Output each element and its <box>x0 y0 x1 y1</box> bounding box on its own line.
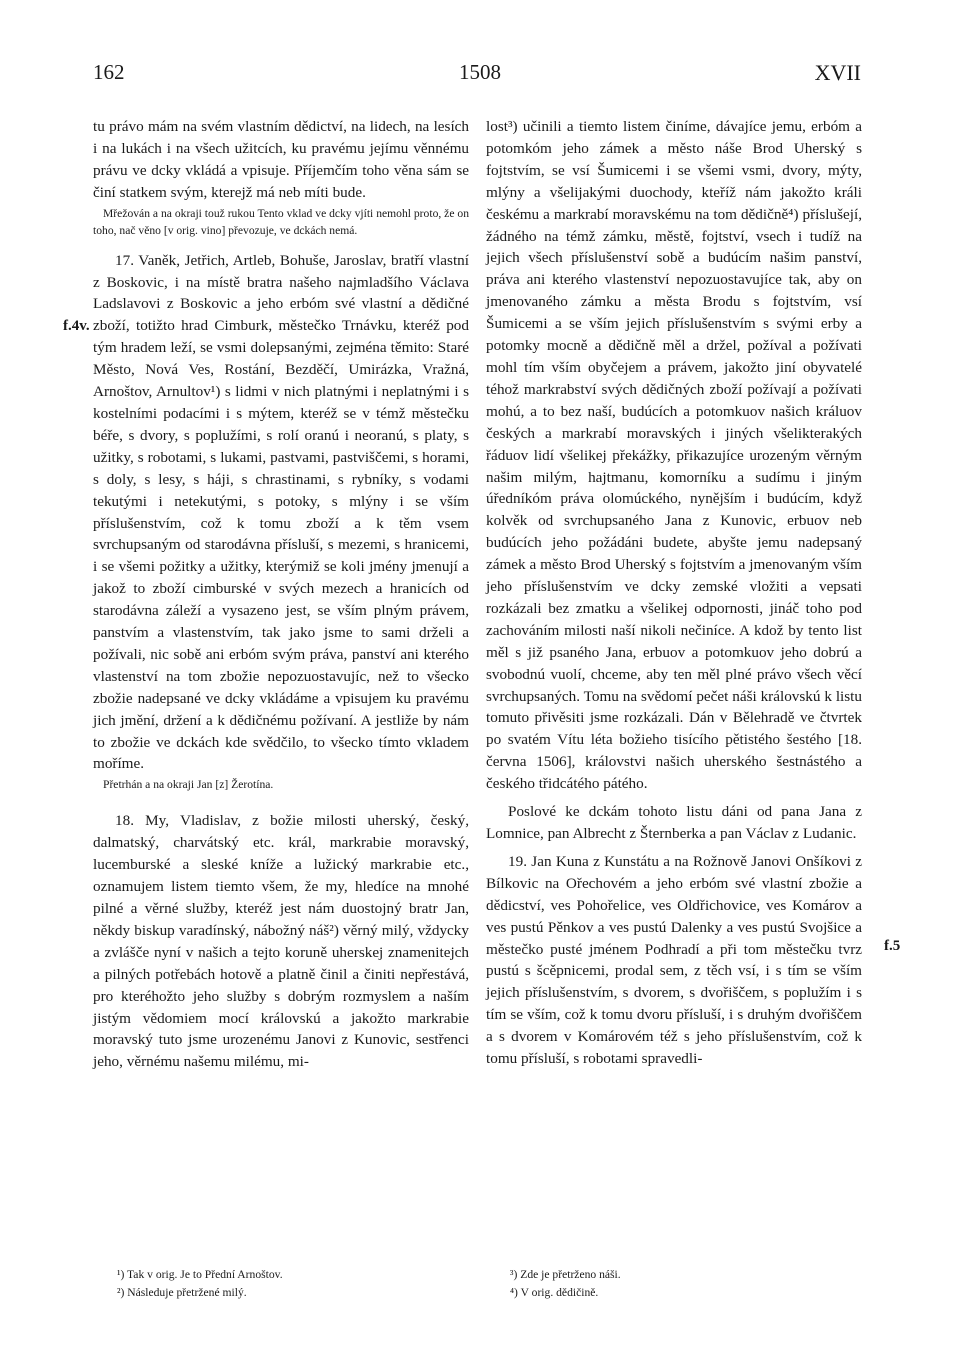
paragraph-continuation: tu právo mám na svém vlastním dědictví, na lidech, na lesích i na lukách i na všech užitcích, ku pravému jejímu věnnému právu ve dcky vkládá a vpisuje. Příjemčím toho věna sám se činí statkem svým, kterejž má neb míti bude. <box>93 118 469 201</box>
left-column <box>93 116 469 1073</box>
editorial-note: Mřežován a na okraji touž rukou Tento vklad ve dcky vjíti nemohl proto, že on toho, nač věno [v orig. vino] převozuje, ve dckách nemá. <box>93 206 469 237</box>
right-column <box>486 116 862 1070</box>
folio-margin-note-left: f.4v. <box>63 318 90 334</box>
page-number: 162 <box>93 60 125 84</box>
paragraph-continuation: lost³) učinili a tiemto listem činíme, dávajíce jemu, erbóm a potomkóm jeho zámek a město náše Brod Uherský s fojtstvím, se vsí Šumicemi i se všemi vsmi, dvory, mýty, mlýny a všelijakými duochody, kteříž nám jakožto králi českému a markrabí moravskému na tom dědičně⁴) příslušejí, žádného na témž zámku, městě, fojtství, vsech i tudíž na jejich všech příslušenství sobě a budúcím našim panství, práva ani kterého vlastenství nepozuostavujíce tak, aby on jmenovaného zámku a města Brodu s fojtstvím, vsí Šumicemi a se vším jejich příslušenstvím s svými erby a potomky mocně a dědičně měl a držel, požíval a požívati mohl tím vším obyčejem a právem, jakožto jiní obyvatelé téhož markrabství svých dědičných zboží požívají a požívati mohú, a to bez naší, budúcích a potomkuov našich králuov českých a markrabí moravských i jiných všelikterakých řáduov lidí všelikej překážky, přikazujíce urozeným věrným našim milým, hajtmanu, komorníku a sudímu i jiným úředníkóm práva olomúckého, nynějším i budúcím, když kolvěk od svrchupsaného Jana z Kunovic, erbuov neb budúcích jeho požádáni budete, abyšte jemu nadepsaný zámek a město Brod Uherský s fojtstvím a jmenovaným vším jeho příslušenstvím ve dcky zemské vložiti a vepsati rozkázali bez zmatku a všelikej odpornosti, jináč toho pod zachováním milosti naší nikoli nečiníce. A kdož by tento list měl s již psaného Jana, erbuov a potomkuov jeho dobrú a svobodnú vuolí, chceme, aby ten měl plné právo všech věcí svrchupsaných. Tomu na svědomí pečet náši královskú k listu tomuto přivěsiti jsme rozkázali. Dán v Bělehradě ve čtvrtek po svatém Vítu léta božieho tisícího pětistého šestého [18. června 1506], královstvi našich uherského šestnástého a českého třidcátého pátého. <box>486 118 862 793</box>
footnote-2: ²) Následuje přetržené milý. <box>117 1286 247 1299</box>
footnote-4: ⁴) V orig. dědičině. <box>510 1286 599 1299</box>
entry-18: 18. My, Vladislav, z božie milosti uherský, český, dalmatský, charvátský etc. král, markrabie moravský, lucemburské a sleské kníže a lužický markrabie etc., oznamujem listem tiemto všem, že my, hledíce na mnohé pilné a věrné služby, kteréž jest nám duostojný bratr Jan, někdy biskup varadínský, nábožný náš²) věrný milý, vždycky a zvlášče nyní v našich a tejto koruně uherskej znamenitejch a pilných potřebách hotově a platně činil a činiti nepřestává, pro kteréhožto jeho služby s dobrým rozmyslem a naším jistým vědomiem mocí královskú a jakožto markrabie moravský tuto jsme urozenému Janovi z Kunovic, sestřenci jeho, věrnému našemu milému, mi- <box>93 812 469 1071</box>
entry-19: 19. Jan Kuna z Kunstátu a na Rožnově Janovi Onšíkovi z Bílkovic na Ořechovém a jeho erbóm své vlastní zbožie a dědicství, ves Pohořelice, ves Oldřichovice, ves Komárov a ves pustú Pěnkov a ves pustú Dalenky a ves pustú Svojšice a městečko pusté jménem Podhradí a při tom městečku tvrz pustú s šcěpnicemi, prodal sem, z těch vsí, i s tím se vším jejich příslušenstvím, s dvorem, s dvořiščem, s poplužím i s tím se vším, což k tomu dvoru přísluší, i s druhým dvořiščem a s dvorem v Komárovém též s jeho příslušenstvím, což k tomu přísluší, s robotami spravedli- <box>486 852 862 1068</box>
entry-17: 17. Vaněk, Jetřich, Artleb, Bohuše, Jaroslav, bratří vlastní z Boskovic, i na místě bratra našeho najmladšího Václava Ladslavovi z Boskovic a jeho erbóm své vlastní a dědičné zboží, totižto hrad Cimburk, městečko Trnávku, kteréž pod tým hradem leží, se vsmi dolepsanými, zejména těmito: Staré Město, Nová Ves, Rostání, Bezděčí, Umirázka, Vražná, Arnoštov, Arnultov¹) s lidmi v nich platnými i neplatnými i s kostelními podacími i s mýtem, kteréž se v témž městečku béře, s dvory, s poplužími, s rolí oranú i neoranú, s platy, s užitky, s robotami, s lukami, pastvami, pastviščemi, s horami, s doly, s lesy, s háji, s chrastinami, s rybníky, s vodami tekutými i netekutými, s potoky, s mlýny i se vším příslušenstvím, což k tomu zboží a k těm vsem svrchupsaným od starodávna přísluší, s mezemi, s hranicemi, i se všemi požitky a užitky, kterýmiž se koli jmény jmenují a jakož to zboží cimburské v svých mezech a hranicích od starodávna záleží a vysazeno jest, se vším plným právem, panstvím a vlastenstvím, tak jako jsme to sami drželi a požívali, nic sobě ani erbóm svým práva, panství ani kterého vlastenství na tom zbožie nepozuostavujíc, než to všecko zbožie nadepsané ve dcky vkládáme a vpisujem ku pravému jich jmění, držení a k dědičnému požívaní. A jestliže by nám to zbožie ve dckách kde svědčilo, to všecko tímto vkladem moříme. <box>93 251 469 773</box>
footnote-1: ¹) Tak v orig. Je to Přední Arnoštov. <box>117 1268 283 1281</box>
footnote-3: ³) Zde je přetrženo náši. <box>510 1268 621 1281</box>
editorial-note: Přetrhán a na okraji Jan [z] Žerotína. <box>103 778 274 792</box>
section-number: XVII <box>814 60 861 85</box>
paragraph-messengers: Poslové ke dckám tohoto listu dáni od pana Jana z Lomnice, pan Albrecht z Šternberka a pan Václav z Ludanic. <box>486 803 862 842</box>
running-header-year: 1508 <box>459 60 501 84</box>
folio-margin-note-right: f.5 <box>884 938 901 954</box>
